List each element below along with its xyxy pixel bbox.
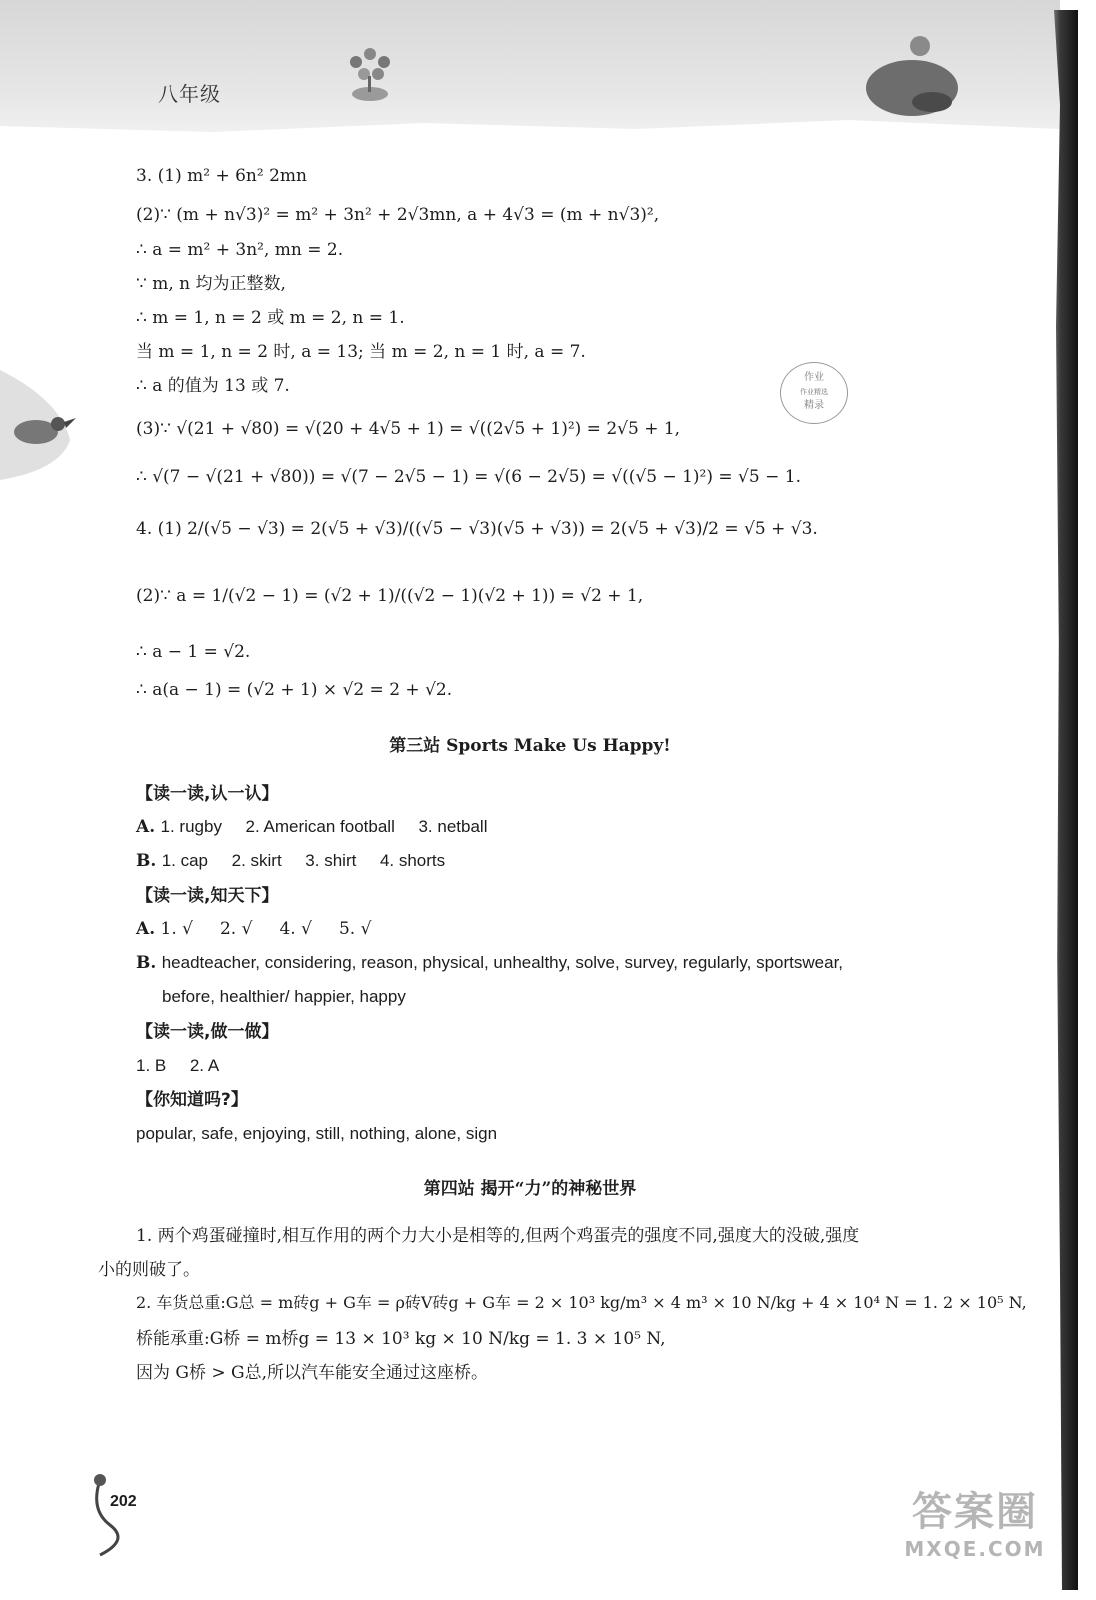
- stamp-line: 作业精选: [800, 388, 828, 396]
- answer-text: before, healthier/ happier, happy: [162, 987, 406, 1006]
- bird-illustration: [0, 370, 80, 480]
- math-line: 4. (1) 2/(√5 − √3) = 2(√5 + √3)/((√5 − √3)(√5 + √3)) = 2(√5 + √3)/2 = √5 + √3.: [136, 519, 818, 539]
- section-heading: 【读一读,知天下】: [136, 886, 279, 906]
- math-line: ∴ a 的值为 13 或 7.: [136, 376, 290, 396]
- paragraph-line: 桥能承重:G桥 = m桥g = 13 × 10³ kg × 10 N/kg = 1. 3 × 10⁵ N,: [136, 1329, 666, 1349]
- watermark-text: 答案圈: [912, 1489, 1038, 1535]
- answer-label: A.: [136, 919, 156, 939]
- paragraph-line: 2. 车货总重:G总 = m砖g + G车 = ρ砖V砖g + G车 = 2 × 10³ kg/m³ × 4 m³ × 10 N/kg + 4 × 10⁴ N = 1. 2 × 10⁵ N,: [136, 1293, 1027, 1312]
- page-number: 202: [110, 1493, 137, 1510]
- answer-label: B.: [136, 851, 157, 871]
- math-line: (3)∵ √(21 + √80) = √(20 + 4√5 + 1) = √((2√5 + 1)²) = 2√5 + 1,: [136, 419, 681, 439]
- answer-text: 1. B 2. A: [136, 1056, 220, 1075]
- watermark-logo: [900, 1480, 1050, 1570]
- stamp-seal: [780, 362, 848, 424]
- stamp-line: 精录: [804, 400, 824, 411]
- answer-text: headteacher, considering, reason, physical, unhealthy, solve, survey, regularly, sportswear,: [161, 953, 844, 972]
- math-line: ∴ a = m² + 3n², mn = 2.: [136, 240, 344, 260]
- math-line: (2)∵ (m + n√3)² = m² + 3n² + 2√3mn, a + 4√3 = (m + n√3)²,: [136, 205, 660, 225]
- grade-label: 八年级: [158, 82, 221, 106]
- math-line: (2)∵ a = 1/(√2 − 1) = (√2 + 1)/((√2 − 1)(√2 + 1)) = √2 + 1,: [136, 586, 644, 606]
- math-line: ∵ m, n 均为正整数,: [136, 274, 286, 294]
- vine-decoration: [80, 1470, 140, 1560]
- flower-pot-illustration: [340, 40, 400, 106]
- math-line: ∴ √(7 − √(21 + √80)) = √(7 − 2√5 − 1) = √(6 − 2√5) = √((√5 − 1)²) = √5 − 1.: [136, 467, 801, 487]
- paragraph-line: 因为 G桥 > G总,所以汽车能安全通过这座桥。: [136, 1363, 489, 1383]
- section-heading: 【读一读,做一做】: [136, 1022, 279, 1042]
- math-line: ∴ a(a − 1) = (√2 + 1) × √2 = 2 + √2.: [136, 680, 453, 700]
- math-line: ∴ a − 1 = √2.: [136, 642, 251, 662]
- answer-text: popular, safe, enjoying, still, nothing, alone, sign: [136, 1124, 498, 1143]
- watermark-url: MXQE.COM: [904, 1537, 1046, 1561]
- section-heading: 【你知道吗?】: [136, 1090, 248, 1110]
- answer-text: 1. rugby 2. American football 3. netball: [160, 817, 488, 836]
- section-heading: 【读一读,认一认】: [136, 784, 279, 804]
- answer-row: [136, 952, 843, 974]
- page-edge-shadow: [1038, 10, 1078, 1590]
- math-line: 当 m = 1, n = 2 时, a = 13; 当 m = 2, n = 1 时, a = 7.: [136, 342, 586, 362]
- answer-row: [136, 850, 445, 872]
- answer-row: [136, 918, 371, 940]
- answer-row: [136, 816, 487, 838]
- math-line: ∴ m = 1, n = 2 或 m = 2, n = 1.: [136, 308, 405, 328]
- section-title-station3: 第三站 Sports Make Us Happy!: [389, 736, 671, 756]
- creature-illustration: [860, 30, 970, 120]
- answer-text: 1. √ 2. √ 4. √ 5. √: [160, 919, 372, 939]
- paragraph-line: 小的则破了。: [98, 1260, 200, 1280]
- math-line: 3. (1) m² + 6n² 2mn: [136, 166, 307, 186]
- section-title-station4: 第四站 揭开“力”的神秘世界: [423, 1179, 637, 1199]
- answer-text: 1. cap 2. skirt 3. shirt 4. shorts: [161, 851, 446, 870]
- stamp-line: 作业: [804, 372, 824, 383]
- answer-label: A.: [136, 817, 156, 837]
- answer-label: B.: [136, 953, 157, 973]
- paragraph-line: 1. 两个鸡蛋碰撞时,相互作用的两个力大小是相等的,但两个鸡蛋壳的强度不同,强度大的没破,强度: [136, 1226, 860, 1246]
